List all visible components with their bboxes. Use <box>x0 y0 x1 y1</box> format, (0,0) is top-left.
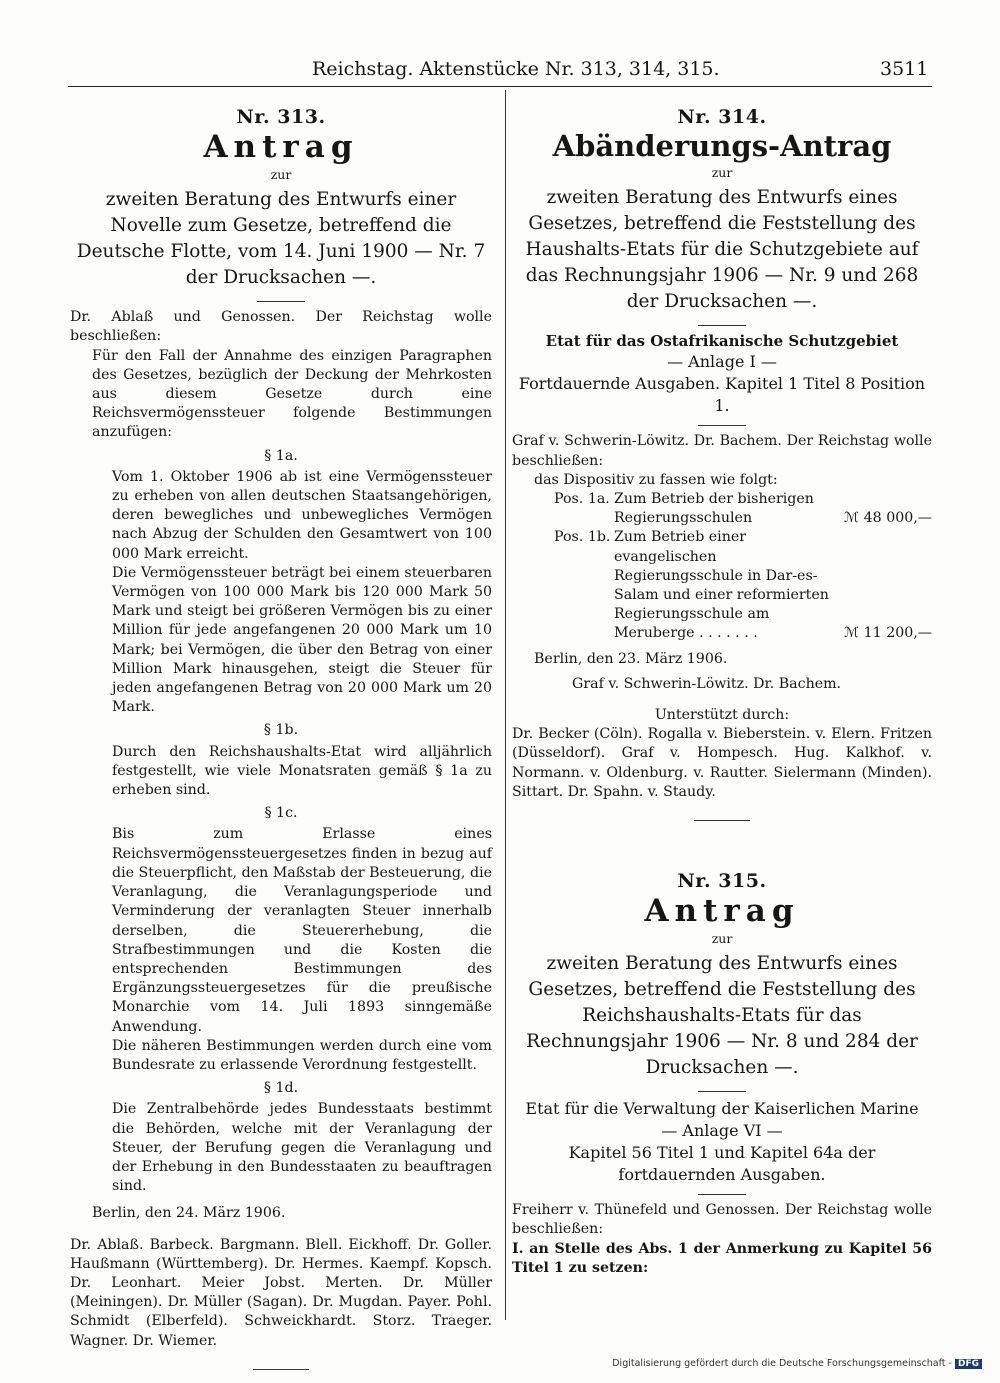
column-divider <box>505 90 506 1320</box>
position-amount: ℳ 48 000,— <box>843 510 932 527</box>
section-paragraph: Bis zum Erlasse eines Reichsvermögenssteuergesetzes finden in bezug auf die Steuerpflicht, den Maßstab der Besteuerung, die Veranlagung, die Veranlagungsperiode und Verminderung der veranlagten Steuer innerhalb derselben, die Steuererhebung, die Strafbestimmungen und die Kosten die entsprechenden Bestimmungen des Ergänzungssteuergesetzes für die preußische Monarchie vom 14. Juli 1893 sinngemäße Anwendung. <box>112 826 492 1035</box>
ausgaben-label: Fortdauernde Ausgaben. Kapitel 1 Titel 8 Position 1. <box>518 374 926 416</box>
document-number: Nr. 314. <box>677 106 767 128</box>
document-subtitle: zweiten Beratung des Entwurfs eines Gesetzes, betreffend die Feststellung des Reichshaushalts-Etats für das Rechnungsjahr 1906 — Nr. 8 und 284 der Drucksachen —. <box>526 953 918 1079</box>
digitization-footer <box>612 1358 982 1369</box>
anlage-label: — Anlage VI — <box>661 1121 783 1141</box>
section-title: § 1d. <box>263 1080 299 1097</box>
footer-text: Digitalisierung gefördert durch die Deutsche Forschungsgemeinschaft - <box>612 1358 952 1369</box>
position-text: Zum Betrieb der bisherigen Regierungsschulen <box>614 491 814 527</box>
signed-line: Graf v. Schwerin-Löwitz. Dr. Bachem. <box>572 675 842 692</box>
motion-text: das Dispositiv zu fassen wie folgt: <box>534 471 778 488</box>
running-header: Reichstag. Aktenstücke Nr. 313, 314, 315. <box>312 58 720 80</box>
zur-label: zur <box>711 165 733 181</box>
section-paragraph: Vom 1. Oktober 1906 ab ist eine Vermögenssteuer zu erheben von allen deutschen Staatsangehörigen, deren bewegliches und unbewegliches Vermögen nach Abzug der Schulden den Gesamtwert von 100 000 Mark erreicht. <box>112 468 492 562</box>
position-row <box>512 490 932 528</box>
document-315 <box>512 872 932 1278</box>
document-313 <box>70 108 492 1376</box>
motion-text: Für den Fall der Annahme des einzigen Paragraphen des Gesetzes, bezüglich der Deckung der Mehrkosten aus diesem Gesetze durch eine Reichsvermögenssteuer folgende Bestimmungen anzufügen: <box>92 347 492 441</box>
separator <box>257 301 305 302</box>
position-text: Zum Betrieb einer evangelischen Regierungsschule in Dar-es-Salam und einer reformierten Regierungsschule am Meruberge . . . . . . . <box>614 529 829 642</box>
document-heading: Abänderungs-Antrag <box>552 129 892 164</box>
motion-intro: Freiherr v. Thünefeld und Genossen. Der Reichstag wolle beschließen: <box>512 1202 932 1238</box>
section-paragraph: Die Vermögenssteuer beträgt bei einem steuerbaren Vermögen von 100 000 Mark bis 120 000 Mark 50 Mark und steigt bei größeren Vermögen bis zu einer Million für jede angefangenen 20 000 Mark um 10 Mark; bei Vermögen, die über den Betrag von einer Million Mark hinausgehen, steigt die Steuer für jeden angefangenen Betrag von 20 000 Mark um 20 Mark. <box>112 564 492 716</box>
etat-title: Etat für das Ostafrikanische Schutzgebiet <box>545 332 899 351</box>
supporters: Dr. Becker (Cöln). Rogalla v. Bieberstein. v. Elern. Fritzen (Düsseldorf). Graf v. Hompesch. Hug. Kalkhof. v. Normann. v. Oldenburg. v. Rautter. Sielermann (Minden). Sittart. Dr. Spahn. v. Staudy. <box>512 726 932 800</box>
document-heading: Antrag <box>203 129 359 166</box>
section-title: § 1c. <box>264 805 298 822</box>
date-line: Berlin, den 24. März 1906. <box>92 1205 286 1222</box>
support-label: Unterstützt durch: <box>654 707 790 724</box>
document-subtitle: zweiten Beratung des Entwurfs einer Novelle zum Gesetze, betreffend die Deutsche Flotte, vom 14. Juni 1900 — Nr. 7 der Drucksachen —. <box>76 189 486 289</box>
position-row <box>512 528 932 643</box>
document-heading: Antrag <box>644 893 800 930</box>
motion-intro: Dr. Ablaß und Genossen. Der Reichstag wolle beschließen: <box>70 309 492 345</box>
section-paragraph: Die näheren Bestimmungen werden durch eine vom Bundesrate zu erlassende Verordnung festgestellt. <box>112 1037 492 1073</box>
end-rule <box>694 820 750 821</box>
section-title: § 1a. <box>264 447 298 464</box>
separator <box>698 425 746 426</box>
document-314 <box>512 108 932 827</box>
motion-intro: Graf v. Schwerin-Löwitz. Dr. Bachem. Der Reichstag wolle beschließen: <box>512 433 932 469</box>
separator <box>698 1091 746 1092</box>
page-number: 3511 <box>880 58 929 80</box>
section-title: § 1b. <box>263 722 299 739</box>
date-line: Berlin, den 23. März 1906. <box>534 650 728 667</box>
position-label: Pos. 1b. <box>554 529 611 546</box>
document-number: Nr. 313. <box>236 106 326 128</box>
zur-label: zur <box>270 167 292 183</box>
kapitel-label: Kapitel 56 Titel 1 und Kapitel 64a der fortdauernden Ausgaben. <box>568 1143 876 1185</box>
dfg-logo: DFG <box>955 1359 982 1369</box>
anlage-label: — Anlage I — <box>667 352 777 372</box>
zur-label: zur <box>711 931 733 947</box>
motion-item: I. an Stelle des Abs. 1 der Anmerkung zu Kapitel 56 Titel 1 zu setzen: <box>512 1240 932 1276</box>
signers: Dr. Ablaß. Barbeck. Bargmann. Blell. Eickhoff. Dr. Goller. Haußmann (Württemberg). Dr. Hermes. Kaempf. Kopsch. Dr. Leonhart. Meier Jobst. Merten. Dr. Müller (Meiningen). Dr. Müller (Sagan). Dr. Mugdan. Payer. Pohl. Schmidt (Elberfeld). Schweickhardt. Storz. Traeger. Wagner. Dr. Wiemer. <box>70 1236 492 1349</box>
section-paragraph: Die Zentralbehörde jedes Bundesstaats bestimmt die Behörden, welche mit der Veranlagung der Steuer, der Berufung gegen die Veranlagung und der Erhebung in den Bundesstaaten zu beauftragen sind. <box>112 1101 492 1195</box>
etat-title: Etat für die Verwaltung der Kaiserlichen Marine <box>525 1099 919 1119</box>
section-paragraph: Durch den Reichshaushalts-Etat wird alljährlich festgestellt, wie viele Monatsraten gemäß § 1a zu erheben sind. <box>112 743 492 799</box>
position-label: Pos. 1a. <box>554 491 610 508</box>
document-number: Nr. 315. <box>677 870 767 892</box>
document-subtitle: zweiten Beratung des Entwurfs eines Gesetzes, betreffend die Feststellung des Haushalts-Etats für die Schutzgebiete auf das Rechnungsjahr 1906 — Nr. 9 und 268 der Drucksachen —. <box>525 187 919 313</box>
position-amount: ℳ 11 200,— <box>843 625 932 642</box>
separator <box>698 325 746 326</box>
header-rule <box>68 86 932 87</box>
end-rule <box>253 1369 309 1370</box>
separator <box>698 1194 746 1195</box>
